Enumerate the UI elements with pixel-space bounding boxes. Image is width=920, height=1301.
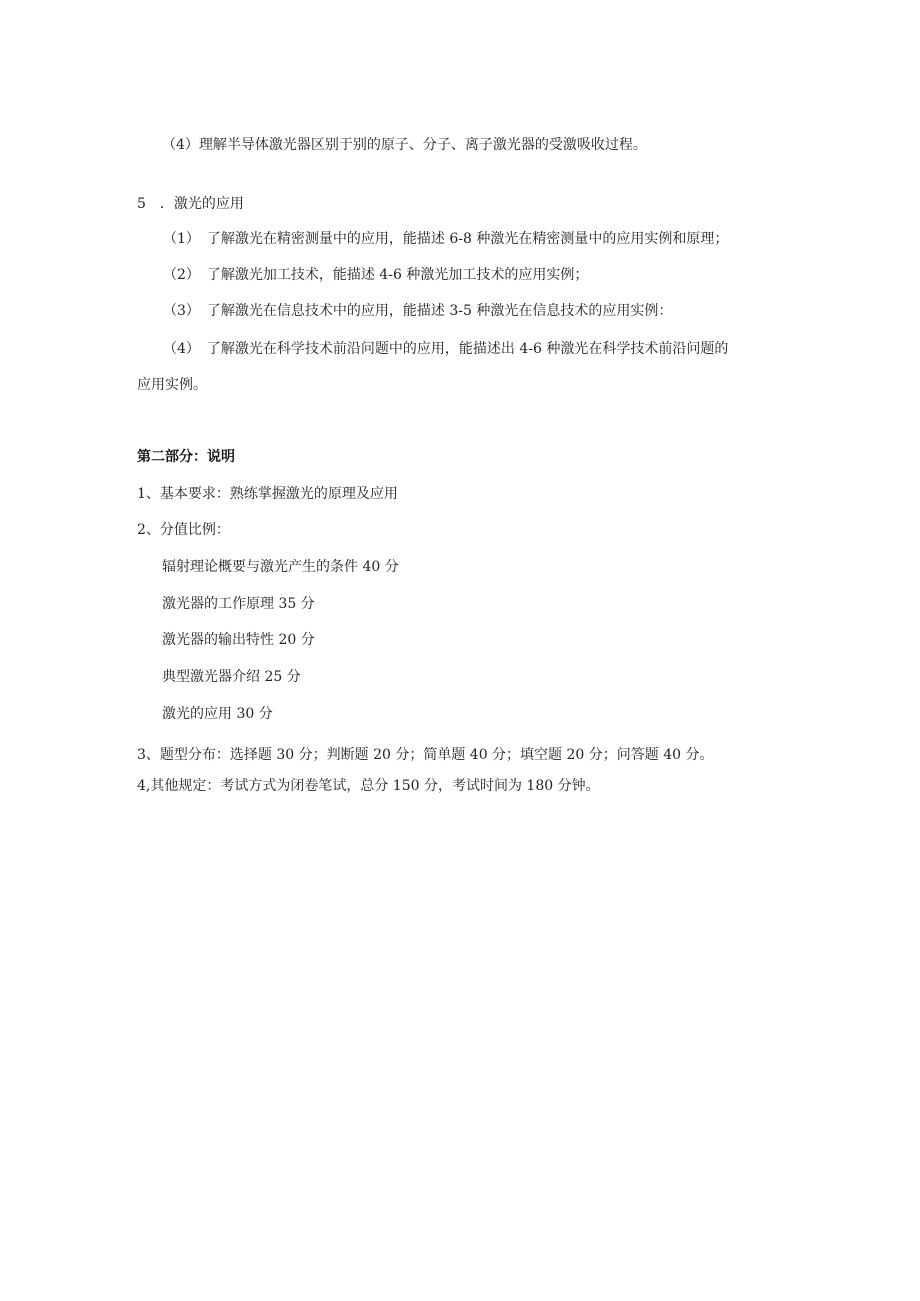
section5-item-3: （3） 了解激光在信息技术中的应用，能描述 3-5 种激光在信息技术的应用实例：	[163, 303, 673, 319]
section4-item4: （4）理解半导体激光器区别于别的原子、分子、离子激光器的受激吸收过程。	[162, 137, 647, 153]
requirement-2: 2、分值比例：	[137, 522, 230, 538]
ratio-item-4: 典型激光器介绍 25 分	[162, 669, 301, 685]
requirement-4: 4,其他规定：考试方式为闭卷笔试，总分 150 分，考试时间为 180 分钟。	[137, 778, 600, 794]
part2-heading: 第二部分：说明	[137, 449, 235, 465]
ratio-item-5: 激光的应用 30 分	[162, 706, 273, 722]
section5-title: 5 ．激光的应用	[137, 196, 244, 212]
ratio-item-3: 激光器的输出特性 20 分	[162, 632, 315, 648]
requirement-1: 1、基本要求：熟练掌握激光的原理及应用	[137, 486, 398, 502]
section5-item-2: （2） 了解激光加工技术，能描述 4-6 种激光加工技术的应用实例；	[163, 267, 589, 283]
ratio-item-2: 激光器的工作原理 35 分	[162, 596, 315, 612]
ratio-item-1: 辐射理论概要与激光产生的条件 40 分	[162, 559, 399, 575]
section5-item-4-continuation: 应用实例。	[137, 377, 207, 393]
section5-item-4: （4） 了解激光在科学技术前沿问题中的应用，能描述出 4-6 种激光在科学技术前沿问题的	[163, 341, 729, 357]
requirement-3: 3、题型分布：选择题 30 分；判断题 20 分；简单题 40 分；填空题 20 分；问答题 40 分。	[137, 747, 714, 763]
section5-item-1: （1） 了解激光在精密测量中的应用，能描述 6-8 种激光在精密测量中的应用实例和原理；	[163, 231, 729, 247]
